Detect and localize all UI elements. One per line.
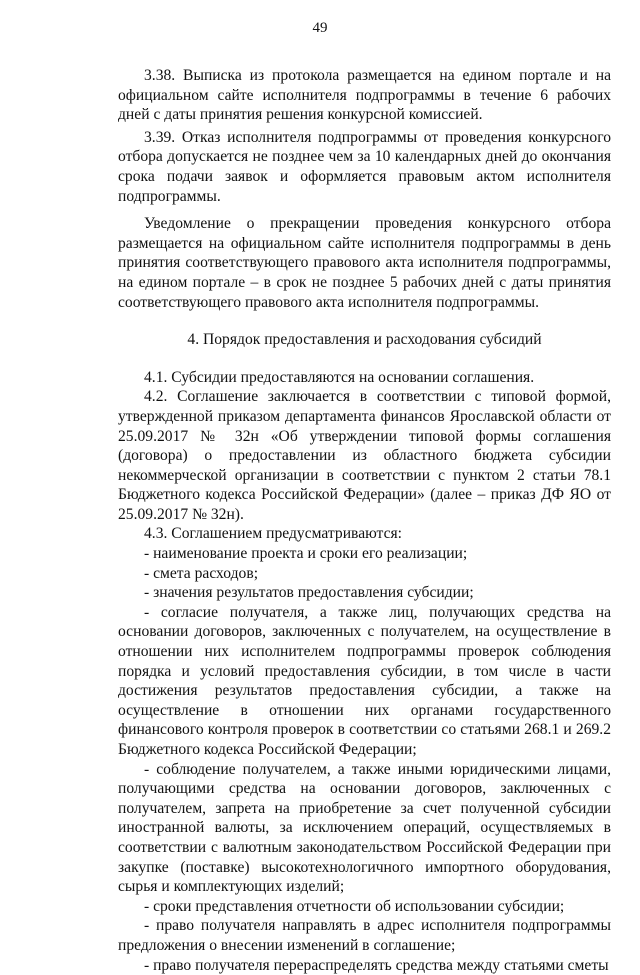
- paragraph-notification: Уведомление о прекращении проведения конкурсного отбора размещается на официальном сайте исполнителя подпрограммы в день принятия соответствующего правового акта исполнителя подпрограммы, на едином портале – в срок не позднее 5 рабочих дней с даты принятия соответствующего правового акта исполнителя подпрограммы.: [118, 215, 611, 311]
- section-heading: 4. Порядок предоставления и расходования субсидий: [187, 331, 542, 349]
- list-item: - наименование проекта и сроки его реализации;: [144, 545, 468, 563]
- paragraph-3-39: 3.39. Отказ исполнителя подпрограммы от проведения конкурсного отбора допускается не позднее чем за 10 календарных дней до окончания срока подачи заявок и оформляется правовым актом исполнителя подпрограммы.: [118, 128, 611, 205]
- paragraph-4-3: 4.3. Соглашением предусматриваются:: [144, 525, 402, 543]
- list-item: - сроки представления отчетности об использовании субсидии;: [144, 897, 565, 915]
- list-item: - смета расходов;: [144, 564, 259, 582]
- page-number: 49: [312, 20, 328, 36]
- list-item: - соблюдение получателем, а также иными юридическими лицами, получающими средства на основании договоров, заключенных с получателем, запрета на приобретение за счет полученной субсидии иностранной валюты, за исключением операций, осуществляемых в соответствии с валютным законодательством Российской Федерации при закупке (поставке) высокотехнологичного импортного оборудования, сырья и комплектующих изделий;: [118, 760, 611, 896]
- list-item: - право получателя направлять в адрес исполнителя подпрограммы предложения о внесении изменений в соглашение;: [118, 917, 611, 954]
- document-body: [118, 66, 611, 975]
- paragraph-4-1: 4.1. Субсидии предоставляются на основании соглашения.: [144, 368, 535, 386]
- list-item: - значения результатов предоставления субсидии;: [144, 584, 474, 602]
- list-item: - право получателя перераспределять средства между статьями сметы: [144, 956, 609, 974]
- paragraph-3-38: 3.38. Выписка из протокола размещается на едином портале и на официальном сайте исполнителя подпрограммы в течение 6 рабочих дней с даты принятия решения конкурсной комиссией.: [118, 67, 611, 124]
- list-item: - согласие получателя, а также лиц, получающих средства на основании договоров, заключенных с получателем, на осуществление в отношении них исполнителем подпрограммы проверок соблюдения порядка и условий предоставления субсидии, в том числе в части достижения результатов предоставления субсидии, а также на осуществление в отношении них органами государственного финансового контроля проверок в соответствии со статьями 268.1 и 269.2 Бюджетного кодекса Российской Федерации;: [118, 603, 611, 758]
- paragraph-4-2: 4.2. Соглашение заключается в соответствии с типовой формой, утвержденной приказом департамента финансов Ярославской области от 25.09.2017 № 32н «Об утверждении типовой формы соглашения (договора) о предоставлении из областного бюджета субсидии некоммерческой организации в соответствии с пунктом 2 статьи 78.1 Бюджетного кодекса Российской Федерации» (далее – приказ ДФ ЯО от 25.09.2017 № 32н).: [118, 388, 611, 523]
